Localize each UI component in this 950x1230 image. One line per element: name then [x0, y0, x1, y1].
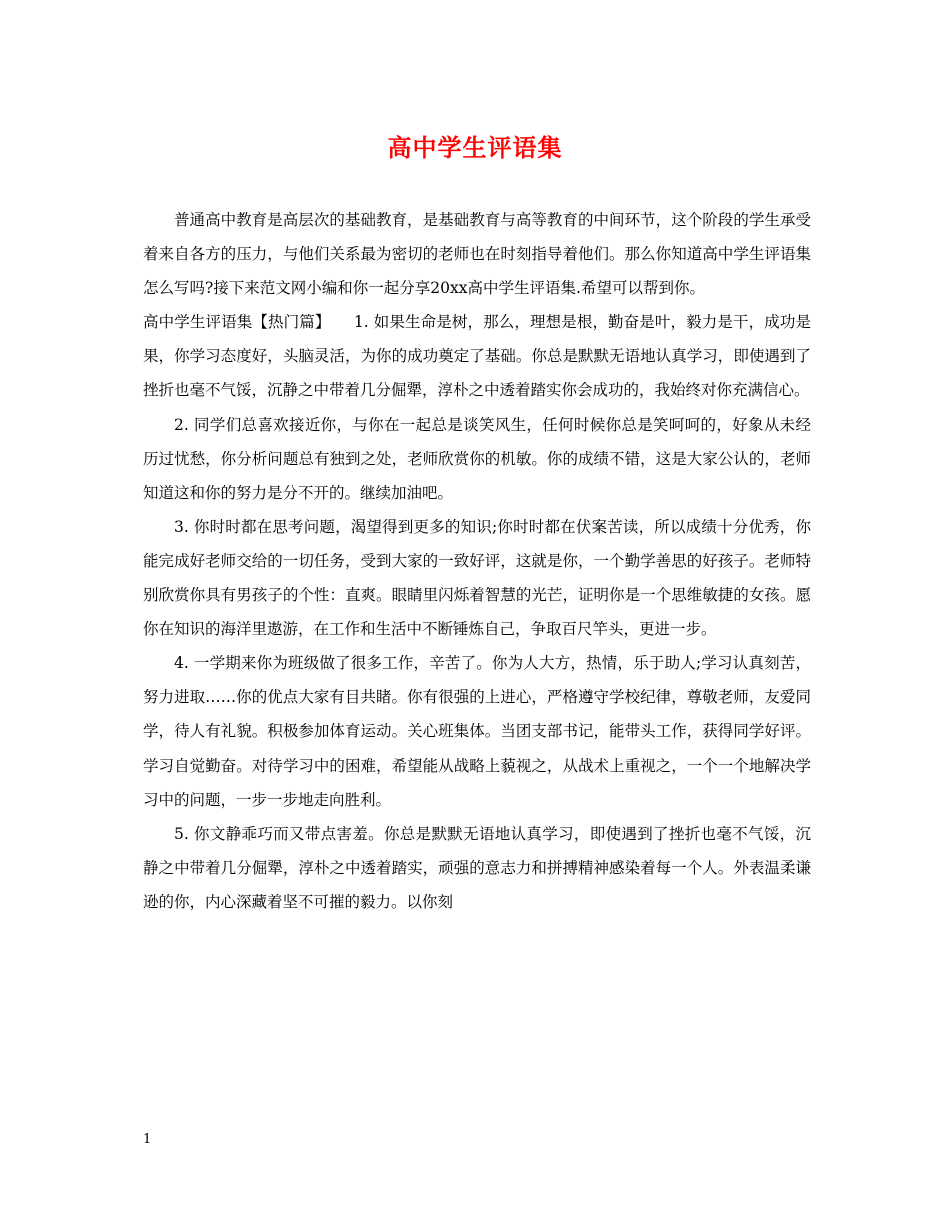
page-number: 1 — [143, 1132, 152, 1147]
paragraph-comment-3: 3. 你时时都在思考问题，渴望得到更多的知识;你时时都在伏案苦读，所以成绩十分优秀，你能完成好老师交给的一切任务，受到大家的一致好评，这就是你，一个勤学善思的好孩子。老师特别欣赏你具有男孩子的个性：直爽。眼睛里闪烁着智慧的光芒，证明你是一个思维敏捷的女孩。愿你在知识的海洋里遨游，在工作和生活中不断锤炼自己，争取百尺竿头，更进一步。 — [143, 517, 811, 639]
paragraph-intro: 普通高中教育是高层次的基础教育，是基础教育与高等教育的中间环节，这个阶段的学生承受着来自各方的压力，与他们关系最为密切的老师也在时刻指导着他们。那么你知道高中学生评语集怎么写吗?接下来范文网小编和你一起分享20xx高中学生评语集.希望可以帮到你。 — [143, 211, 811, 298]
document-title: 高中学生评语集 — [387, 133, 563, 162]
document-body — [143, 203, 811, 919]
paragraph-comment-4: 4. 一学期来你为班级做了很多工作，辛苦了。你为人大方，热情，乐于助人;学习认真刻苦，努力进取……你的优点大家有目共睹。你有很强的上进心，严格遵守学校纪律，尊敬老师，友爱同学，待人有礼貌。积极参加体育运动。关心班集体。当团支部书记，能带头工作，获得同学好评。学习自觉勤奋。对待学习中的困难，希望能从战略上藐视之，从战术上重视之，一个一个地解决学习中的问题，一步一步地走向胜利。 — [143, 654, 811, 809]
paragraph-comment-5: 5. 你文静乖巧而又带点害羞。你总是默默无语地认真学习，即使遇到了挫折也毫不气馁，沉静之中带着几分倔犟，淳朴之中透着踏实，顽强的意志力和拼搏精神感染着每一个人。外表温柔谦逊的你，内心深藏着坚不可摧的毅力。以你刻 — [143, 824, 811, 911]
paragraph-comment-1: 高中学生评语集【热门篇】 1. 如果生命是树，那么，理想是根，勤奋是叶，毅力是干，成功是果，你学习态度好，头脑灵活，为你的成功奠定了基础。你总是默默无语地认真学习，即使遇到了挫折也毫不气馁，沉静之中带着几分倔犟，淳朴之中透着踏实你会成功的，我始终对你充满信心。 — [143, 313, 811, 400]
paragraph-comment-2: 2. 同学们总喜欢接近你，与你在一起总是谈笑风生，任何时候你总是笑呵呵的，好象从未经历过忧愁，你分析问题总有独到之处，老师欣赏你的机敏。你的成绩不错，这是大家公认的，老师知道这和你的努力是分不开的。继续加油吧。 — [143, 415, 811, 502]
